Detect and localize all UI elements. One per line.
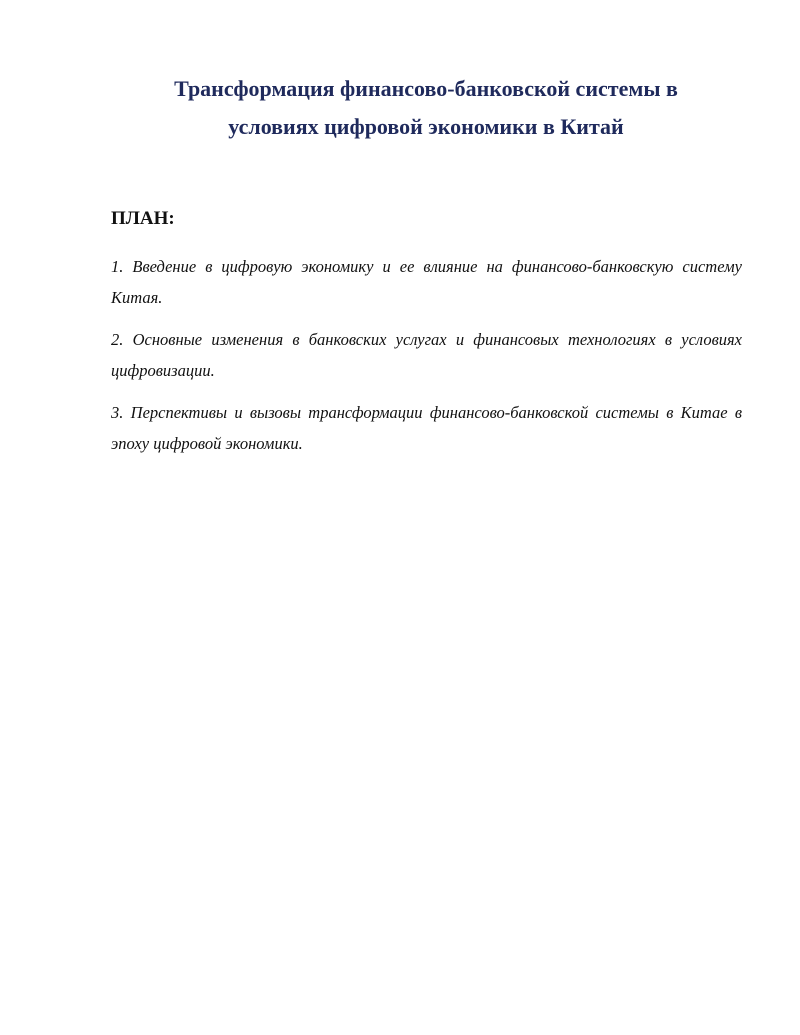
title-line-1: Трансформация финансово-банковской системы в [174, 76, 678, 101]
plan-item-2: 2. Основные изменения в банковских услугах и финансовых технологиях в условиях цифровизации. [111, 330, 742, 380]
document-title [110, 70, 742, 146]
plan-heading: ПЛАН: [111, 208, 175, 229]
title-line-2: условиях цифровой экономики в Китай [228, 114, 624, 139]
plan-list [111, 251, 742, 470]
plan-item-3: 3. Перспективы и вызовы трансформации финансово-банковской системы в Китае в эпоху цифровой экономики. [111, 403, 742, 453]
plan-item-1: 1. Введение в цифровую экономику и ее влияние на финансово-банковскую систему Китая. [111, 257, 742, 307]
